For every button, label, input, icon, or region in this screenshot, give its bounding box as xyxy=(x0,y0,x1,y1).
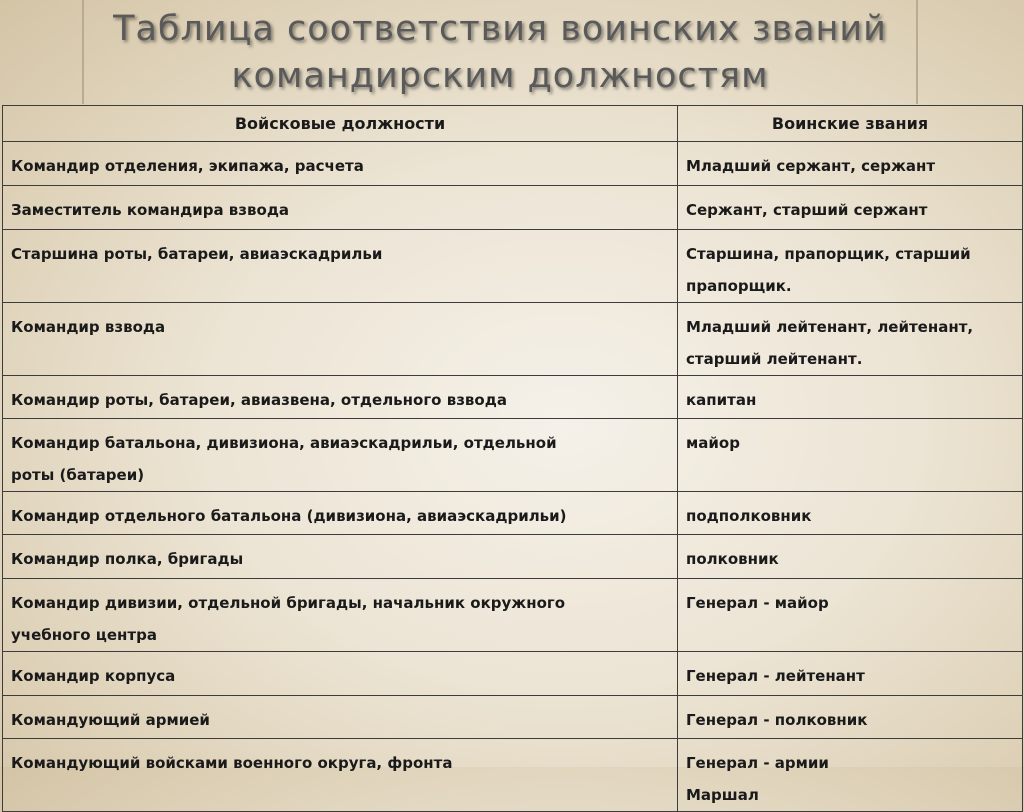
table-row xyxy=(3,376,1023,419)
position-cell xyxy=(3,535,678,579)
position-cell xyxy=(3,739,678,812)
rank-cell xyxy=(678,142,1023,186)
position-text: учебного центра xyxy=(11,626,157,644)
table-row xyxy=(3,419,1023,492)
position-text: Старшина роты, батареи, авиаэскадрильи xyxy=(11,245,383,263)
table-row xyxy=(3,142,1023,186)
rank-text: Сержант, старший сержант xyxy=(686,201,928,219)
ranks-table xyxy=(2,105,1023,812)
rank-text: полковник xyxy=(686,550,779,568)
position-text: Командир взвода xyxy=(11,318,166,336)
position-text: Командир корпуса xyxy=(11,667,176,685)
position-cell xyxy=(3,419,678,492)
position-text: роты (батареи) xyxy=(11,466,145,484)
position-cell xyxy=(3,186,678,230)
table-header-row xyxy=(3,106,1023,142)
rank-cell xyxy=(678,186,1023,230)
table-row xyxy=(3,492,1023,535)
rank-cell xyxy=(678,739,1023,812)
position-cell xyxy=(3,579,678,652)
rank-cell xyxy=(678,303,1023,376)
rank-cell xyxy=(678,652,1023,696)
header-ranks: Воинские звания xyxy=(678,106,1023,142)
title-band xyxy=(82,0,918,104)
position-text: Командир отделения, экипажа, расчета xyxy=(11,157,364,175)
rank-text: прапорщик. xyxy=(686,277,792,295)
rank-cell xyxy=(678,696,1023,739)
table-row xyxy=(3,579,1023,652)
rank-cell xyxy=(678,376,1023,419)
table-row xyxy=(3,652,1023,696)
position-cell xyxy=(3,696,678,739)
position-cell xyxy=(3,492,678,535)
page-title-line-1: Таблица соответствия воинских званий xyxy=(113,9,887,49)
rank-cell xyxy=(678,419,1023,492)
rank-text: майор xyxy=(686,434,740,452)
rank-cell xyxy=(678,230,1023,303)
rank-cell xyxy=(678,535,1023,579)
position-text: Командир дивизии, отдельной бригады, начальник окружного xyxy=(11,594,566,612)
position-cell xyxy=(3,142,678,186)
position-cell xyxy=(3,652,678,696)
rank-text: Младший лейтенант, лейтенант, xyxy=(686,318,974,336)
rank-text: Генерал - армии xyxy=(686,754,829,772)
table-row xyxy=(3,696,1023,739)
position-text: Командующий армией xyxy=(11,711,210,729)
rank-text: Младший сержант, сержант xyxy=(686,157,936,175)
rank-cell xyxy=(678,492,1023,535)
position-cell xyxy=(3,230,678,303)
position-text: Командир роты, батареи, авиазвена, отдельного взвода xyxy=(11,391,507,409)
table-row xyxy=(3,303,1023,376)
table-row xyxy=(3,535,1023,579)
position-text: Командир отдельного батальона (дивизиона, авиаэскадрильи) xyxy=(11,507,567,525)
header-positions: Войсковые должности xyxy=(3,106,678,142)
rank-text: Генерал - лейтенант xyxy=(686,667,865,685)
rank-text: Генерал - полковник xyxy=(686,711,868,729)
rank-text: старший лейтенант. xyxy=(686,350,863,368)
page-title-line-2: командирским должностям xyxy=(231,56,769,96)
rank-text: подполковник xyxy=(686,507,812,525)
table-row xyxy=(3,230,1023,303)
position-cell xyxy=(3,303,678,376)
position-text: Командир батальона, дивизиона, авиаэскадрильи, отдельной xyxy=(11,434,557,452)
rank-cell xyxy=(678,579,1023,652)
position-text: Заместитель командира взвода xyxy=(11,201,290,219)
table-row xyxy=(3,739,1023,812)
rank-text: Маршал xyxy=(686,786,759,804)
page-title xyxy=(84,6,916,100)
rank-text: Старшина, прапорщик, старший xyxy=(686,245,971,263)
position-text: Командующий войсками военного округа, фронта xyxy=(11,754,453,772)
table-row xyxy=(3,186,1023,230)
rank-text: капитан xyxy=(686,391,757,409)
position-cell xyxy=(3,376,678,419)
position-text: Командир полка, бригады xyxy=(11,550,244,568)
rank-text: Генерал - майор xyxy=(686,594,829,612)
